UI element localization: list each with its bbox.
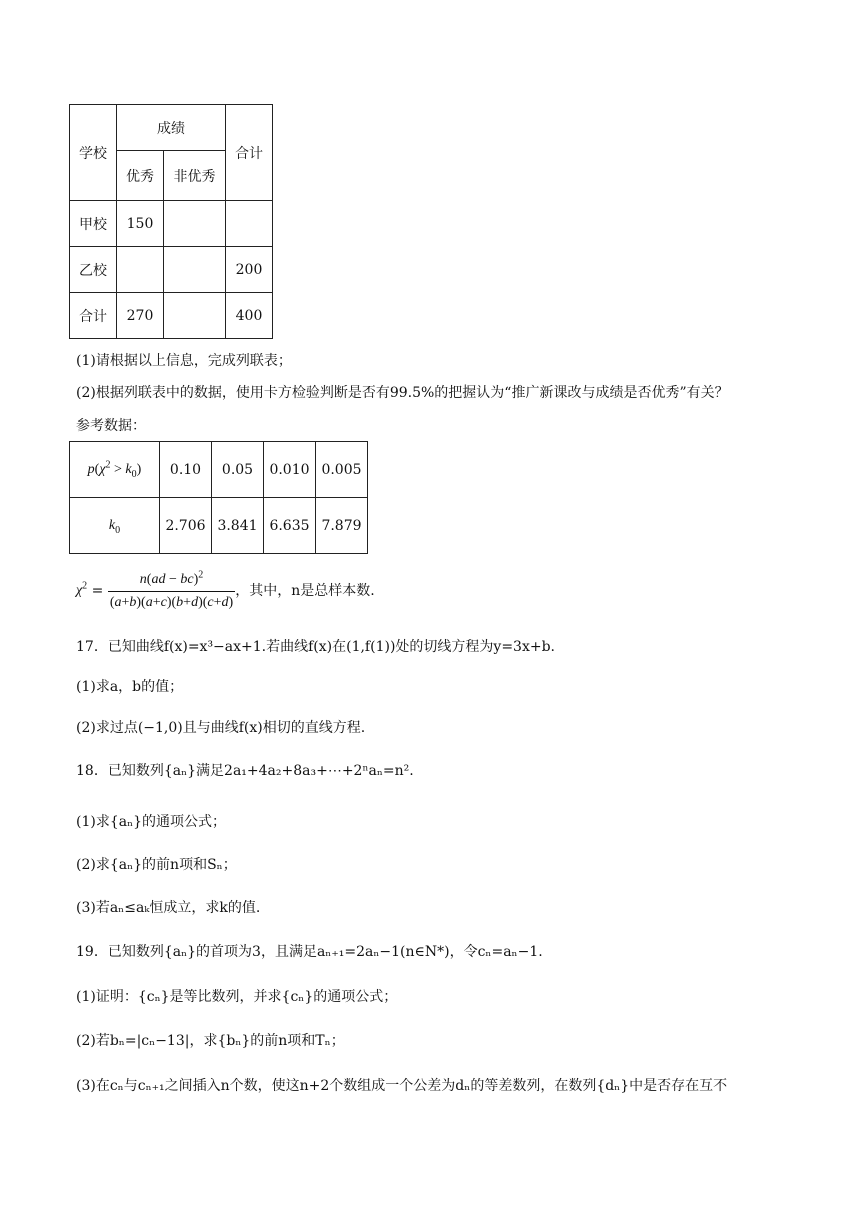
q18-part1: (1)求{aₙ}的通项公式； xyxy=(76,814,227,830)
row-label: 乙校 xyxy=(70,247,117,293)
header-school: 学校 xyxy=(70,105,117,201)
p-value: 0.05 xyxy=(212,442,264,498)
q18-intro: 18．已知数列{aₙ}满足2a₁+4a₂+8a₃+⋯+2ⁿaₙ=n². xyxy=(76,763,414,779)
q18-part3: (3)若aₙ≤aₖ恒成立，求k的值. xyxy=(76,900,261,916)
formula-note: ，其中，n是总样本数. xyxy=(235,583,375,599)
cell-excellent: 270 xyxy=(117,293,164,339)
cell-not-excellent xyxy=(164,247,226,293)
row-label: 合计 xyxy=(70,293,117,339)
p-value: 0.010 xyxy=(264,442,316,498)
row-label: 甲校 xyxy=(70,201,117,247)
cell-excellent: 150 xyxy=(117,201,164,247)
cell-total: 200 xyxy=(226,247,273,293)
table-row xyxy=(70,201,273,247)
k-value: 7.879 xyxy=(316,498,368,554)
q17-intro: 17．已知曲线f(x)=x³−ax+1.若曲线f(x)在(1,f(1))处的切线方程为y=3x+b. xyxy=(76,639,555,655)
q17-part2: (2)求过点(−1,0)且与曲线f(x)相切的直线方程. xyxy=(76,720,366,736)
q16-part2: (2)根据列联表中的数据，使用卡方检验判断是否有99.5%的把握认为“推广新课改与成绩是否优秀”有关？ xyxy=(76,385,729,401)
chi-square-formula: $\chi^2$ = $\frac{n(ad - bc)^2}{(a+b)(a+c)(b+d)(c+d)}$ ，其中，n是总样本数. xyxy=(76,568,375,610)
q16-part1: (1)请根据以上信息，完成列联表； xyxy=(76,353,292,369)
k-value: 3.841 xyxy=(212,498,264,554)
q19-part1: (1)证明：{cₙ}是等比数列，并求{cₙ}的通项公式； xyxy=(76,989,398,1005)
cell-not-excellent xyxy=(164,201,226,247)
q19-part2: (2)若bₙ=|cₙ−13|，求{bₙ}的前n项和Tₙ； xyxy=(76,1033,345,1049)
table-row xyxy=(70,247,273,293)
p-value: 0.005 xyxy=(316,442,368,498)
critical-value-table xyxy=(69,441,368,554)
cell-total: 400 xyxy=(226,293,273,339)
p-value: 0.10 xyxy=(160,442,212,498)
reference-data-label: 参考数据： xyxy=(76,418,146,434)
header-score: 成绩 xyxy=(117,105,226,151)
cell-not-excellent xyxy=(164,293,226,339)
table-row xyxy=(70,293,273,339)
k-value: 2.706 xyxy=(160,498,212,554)
cell-total xyxy=(226,201,273,247)
header-not-excellent: 非优秀 xyxy=(164,151,226,201)
q18-part2: (2)求{aₙ}的前n项和Sₙ； xyxy=(76,857,237,873)
q17-part1: (1)求a，b的值； xyxy=(76,679,184,695)
q19-part3: (3)在cₙ与cₙ₊₁之间插入n个数，使这n+2个数组成一个公差为dₙ的等差数列，在数列{dₙ}中是否存在互不 xyxy=(76,1078,728,1094)
k0-header: $k_0$ xyxy=(70,498,160,554)
formula-fraction: $\frac{n(ad - bc)^2}{(a+b)(a+c)(b+d)(c+d)}$ xyxy=(109,568,234,610)
header-total: 合计 xyxy=(226,105,273,201)
header-excellent: 优秀 xyxy=(117,151,164,201)
q19-intro: 19．已知数列{aₙ}的首项为3，且满足aₙ₊₁=2aₙ−1(n∈N*)，令cₙ=aₙ−1. xyxy=(76,944,543,960)
contingency-table xyxy=(69,104,273,339)
cell-excellent xyxy=(117,247,164,293)
k-value: 6.635 xyxy=(264,498,316,554)
p-header: $p(\chi^2 > k_0)$ xyxy=(70,442,160,498)
